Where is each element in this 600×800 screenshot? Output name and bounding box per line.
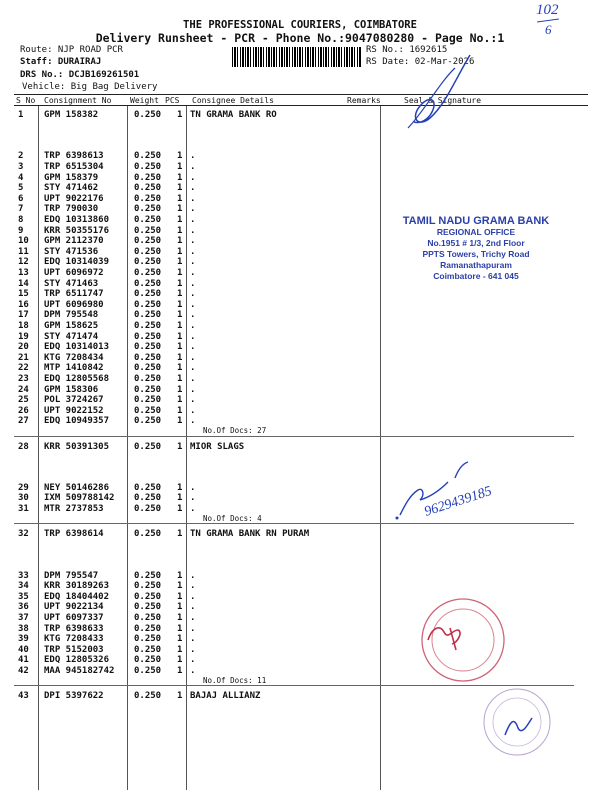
row-weight: 0.250 xyxy=(134,613,162,624)
row-sno: 27 xyxy=(18,416,29,427)
row-sno: 37 xyxy=(18,613,29,624)
row-pcs: 1 xyxy=(177,395,183,406)
row-sno: 7 xyxy=(18,204,24,215)
signature-mark xyxy=(396,517,399,520)
row-pcs: 1 xyxy=(177,342,183,353)
drs-number: DRS No.: DCJB169261501 xyxy=(20,70,140,80)
col-weight: Weight xyxy=(130,96,159,105)
row-sno: 17 xyxy=(18,310,29,321)
row-weight: 0.250 xyxy=(134,110,162,120)
route-label: Route: NJP ROAD PCR xyxy=(20,45,123,55)
row-consignee: . xyxy=(190,289,196,300)
row-consignment: MAA 945182742 xyxy=(44,666,115,677)
row-consignee: . xyxy=(190,655,196,666)
row-consignment: DPI 5397622 xyxy=(44,691,104,702)
row-consignment: IXM 509788142 xyxy=(44,493,115,504)
col-sno: S No xyxy=(16,96,36,105)
row-pcs: 1 xyxy=(177,504,183,515)
row-consignment: STY 471462 xyxy=(44,183,99,194)
row-consignee: . xyxy=(190,246,196,257)
row-consignment: EDQ 10949357 xyxy=(44,416,110,427)
row-pcs: 1 xyxy=(177,623,183,634)
row-consignment: STY 471536 xyxy=(44,246,99,257)
row-pcs: 1 xyxy=(177,691,183,702)
row-weight: 0.250 xyxy=(134,644,162,655)
row-sno: 13 xyxy=(18,267,29,278)
row-sno: 36 xyxy=(18,602,29,613)
row-consignment: GPM 2112370 xyxy=(44,236,104,247)
row-sno: 4 xyxy=(18,172,24,183)
row-weight: 0.250 xyxy=(134,236,162,247)
row-weight: 0.250 xyxy=(134,172,162,183)
row-pcs: 1 xyxy=(177,257,183,268)
row-consignment: KRR 50355176 xyxy=(44,225,110,236)
row-consignee: . xyxy=(190,236,196,247)
row-sno: 3 xyxy=(18,161,24,172)
row-consignment: TRP 6515304 xyxy=(44,161,104,172)
row-consignment: TRP 6511747 xyxy=(44,289,104,300)
row-pcs: 1 xyxy=(177,384,183,395)
row-pcs: 1 xyxy=(177,310,183,321)
row-consignee: . xyxy=(190,310,196,321)
row-weight: 0.250 xyxy=(134,331,162,342)
row-pcs: 1 xyxy=(177,246,183,257)
row-consignee: . xyxy=(190,352,196,363)
row-consignment: EDQ 18404402 xyxy=(44,591,110,602)
row-sno: 15 xyxy=(18,289,29,300)
row-weight: 0.250 xyxy=(134,416,162,427)
row-consignee: . xyxy=(190,267,196,278)
row-weight: 0.250 xyxy=(134,529,162,540)
row-consignee: . xyxy=(190,482,196,493)
row-consignment: TRP 5152003 xyxy=(44,644,104,655)
row-sno: 22 xyxy=(18,363,29,374)
row-sno: 11 xyxy=(18,246,29,257)
row-sno: 10 xyxy=(18,236,29,247)
row-sno: 1 xyxy=(18,110,24,120)
row-sno: 30 xyxy=(18,493,29,504)
row-sno: 2 xyxy=(18,151,24,162)
stamp-line: No.1951 # 1/3, 2nd Floor xyxy=(427,238,525,248)
row-pcs: 1 xyxy=(177,441,183,452)
row-consignee: . xyxy=(190,363,196,374)
page-note-top: 102 xyxy=(536,2,559,18)
row-sno: 16 xyxy=(18,299,29,310)
row-pcs: 1 xyxy=(177,299,183,310)
row-weight: 0.250 xyxy=(134,591,162,602)
row-consignee: . xyxy=(190,493,196,504)
row-consignment: NEY 50146286 xyxy=(44,482,110,493)
row-sno: 26 xyxy=(18,405,29,416)
row-sno: 6 xyxy=(18,193,24,204)
row-consignment: DPM 795548 xyxy=(44,310,99,321)
row-consignee: . xyxy=(190,504,196,515)
row-pcs: 1 xyxy=(177,161,183,172)
row-pcs: 1 xyxy=(177,267,183,278)
row-weight: 0.250 xyxy=(134,151,162,162)
row-sno: 12 xyxy=(18,257,29,268)
row-weight: 0.250 xyxy=(134,570,162,581)
row-weight: 0.250 xyxy=(134,161,162,172)
signature-mark xyxy=(505,718,532,735)
row-consignment: STY 471474 xyxy=(44,331,99,342)
row-consignee: . xyxy=(190,320,196,331)
row-consignee: . xyxy=(190,634,196,645)
row-weight: 0.250 xyxy=(134,278,162,289)
row-consignment: KRR 30189263 xyxy=(44,581,110,592)
row-weight: 0.250 xyxy=(134,384,162,395)
row-consignee: . xyxy=(190,373,196,384)
row-pcs: 1 xyxy=(177,289,183,300)
col-seal: Seal & Signature xyxy=(404,96,482,105)
row-consignee: . xyxy=(190,602,196,613)
row-consignment: KTG 7208433 xyxy=(44,634,104,645)
row-weight: 0.250 xyxy=(134,257,162,268)
row-consignment: EDQ 12805568 xyxy=(44,373,110,384)
row-sno: 23 xyxy=(18,373,29,384)
row-consignment: TRP 790030 xyxy=(44,204,99,215)
row-weight: 0.250 xyxy=(134,634,162,645)
row-sno: 24 xyxy=(18,384,29,395)
row-pcs: 1 xyxy=(177,493,183,504)
col-consignee: Consignee Details xyxy=(192,96,274,105)
round-seal xyxy=(422,599,504,681)
row-pcs: 1 xyxy=(177,193,183,204)
row-consignment: GPM 158306 xyxy=(44,384,99,395)
row-consignee: . xyxy=(190,214,196,225)
row-sno: 8 xyxy=(18,214,24,225)
row-sno: 42 xyxy=(18,666,29,677)
row-weight: 0.250 xyxy=(134,493,162,504)
row-consignee: . xyxy=(190,581,196,592)
row-sno: 38 xyxy=(18,623,29,634)
row-weight: 0.250 xyxy=(134,204,162,215)
stamp-line: TAMIL NADU GRAMA BANK xyxy=(402,215,550,227)
row-pcs: 1 xyxy=(177,644,183,655)
stamp-line: Coimbatore - 641 045 xyxy=(433,271,519,281)
docs-count: No.Of Docs: 27 xyxy=(203,425,267,435)
row-sno: 33 xyxy=(18,570,29,581)
row-sno: 41 xyxy=(18,655,29,666)
row-pcs: 1 xyxy=(177,482,183,493)
row-sno: 35 xyxy=(18,591,29,602)
row-consignee: . xyxy=(190,570,196,581)
row-consignment: EDQ 10313860 xyxy=(44,214,110,225)
row-consignee: . xyxy=(190,151,196,162)
row-pcs: 1 xyxy=(177,613,183,624)
row-consignee: . xyxy=(190,225,196,236)
row-pcs: 1 xyxy=(177,581,183,592)
row-weight: 0.250 xyxy=(134,342,162,353)
row-consignee: . xyxy=(190,278,196,289)
row-weight: 0.250 xyxy=(134,193,162,204)
row-weight: 0.250 xyxy=(134,373,162,384)
row-consignee: . xyxy=(190,591,196,602)
row-sno: 31 xyxy=(18,504,29,515)
row-consignment: EDQ 12805326 xyxy=(44,655,110,666)
row-consignment: TRP 6398613 xyxy=(44,151,104,162)
row-pcs: 1 xyxy=(177,634,183,645)
row-consignment: UPT 9022134 xyxy=(44,602,104,613)
row-sno: 29 xyxy=(18,482,29,493)
row-sno: 28 xyxy=(18,441,29,452)
row-sno: 20 xyxy=(18,342,29,353)
row-consignee: . xyxy=(190,395,196,406)
col-consignment: Consignment No xyxy=(44,96,112,105)
row-consignee: . xyxy=(190,331,196,342)
row-sno: 32 xyxy=(18,529,29,540)
row-consignment: GPM 158379 xyxy=(44,172,99,183)
row-weight: 0.250 xyxy=(134,183,162,194)
row-weight: 0.250 xyxy=(134,310,162,321)
row-weight: 0.250 xyxy=(134,289,162,300)
row-weight: 0.250 xyxy=(134,363,162,374)
rs-date: RS Date: 02-Mar-2026 xyxy=(366,57,475,67)
stamp-line: Ramanathapuram xyxy=(440,260,512,270)
row-consignee: . xyxy=(190,183,196,194)
row-consignee: TN GRAMA BANK RN PURAM xyxy=(190,529,310,540)
row-sno: 39 xyxy=(18,634,29,645)
row-consignee: . xyxy=(190,384,196,395)
row-weight: 0.250 xyxy=(134,623,162,634)
row-weight: 0.250 xyxy=(134,655,162,666)
row-pcs: 1 xyxy=(177,183,183,194)
row-consignee: . xyxy=(190,257,196,268)
row-consignee: BAJAJ ALLIANZ xyxy=(190,691,261,702)
row-consignment: STY 471463 xyxy=(44,278,99,289)
row-consignment: UPT 6097337 xyxy=(44,613,104,624)
row-weight: 0.250 xyxy=(134,352,162,363)
row-weight: 0.250 xyxy=(134,482,162,493)
row-consignment: EDQ 10314013 xyxy=(44,342,110,353)
row-pcs: 1 xyxy=(177,110,183,120)
row-sno: 9 xyxy=(18,225,24,236)
row-consignment: EDQ 10314039 xyxy=(44,257,110,268)
row-pcs: 1 xyxy=(177,214,183,225)
row-pcs: 1 xyxy=(177,655,183,666)
row-weight: 0.250 xyxy=(134,602,162,613)
row-pcs: 1 xyxy=(177,225,183,236)
round-seal xyxy=(493,698,541,746)
row-consignee: . xyxy=(190,666,196,677)
row-consignee: . xyxy=(190,161,196,172)
round-seal xyxy=(484,689,550,755)
row-consignee: TN GRAMA BANK RO xyxy=(190,110,277,120)
col-remarks: Remarks xyxy=(347,96,381,105)
row-consignment: POL 3724267 xyxy=(44,395,104,406)
row-pcs: 1 xyxy=(177,405,183,416)
row-consignment: GPM 158625 xyxy=(44,320,99,331)
row-consignment: MTP 1410842 xyxy=(44,363,104,374)
row-weight: 0.250 xyxy=(134,395,162,406)
row-sno: 34 xyxy=(18,581,29,592)
row-consignee: . xyxy=(190,416,196,427)
row-consignee: . xyxy=(190,193,196,204)
row-sno: 40 xyxy=(18,644,29,655)
rs-number: RS No.: 1692615 xyxy=(366,45,448,55)
row-consignment: TRP 6398633 xyxy=(44,623,104,634)
row-weight: 0.250 xyxy=(134,320,162,331)
row-pcs: 1 xyxy=(177,204,183,215)
row-sno: 43 xyxy=(18,691,29,702)
row-consignment: UPT 9022152 xyxy=(44,405,104,416)
row-weight: 0.250 xyxy=(134,405,162,416)
row-pcs: 1 xyxy=(177,591,183,602)
row-weight: 0.250 xyxy=(134,691,162,702)
row-pcs: 1 xyxy=(177,602,183,613)
row-sno: 25 xyxy=(18,395,29,406)
row-pcs: 1 xyxy=(177,529,183,540)
docs-count: No.Of Docs: 11 xyxy=(203,675,267,685)
signature-mark xyxy=(408,68,455,128)
row-pcs: 1 xyxy=(177,151,183,162)
row-pcs: 1 xyxy=(177,363,183,374)
row-sno: 21 xyxy=(18,352,29,363)
row-consignment: KTG 7208434 xyxy=(44,352,104,363)
row-sno: 5 xyxy=(18,183,24,194)
row-weight: 0.250 xyxy=(134,214,162,225)
row-weight: 0.250 xyxy=(134,267,162,278)
page-note-bottom: 6 xyxy=(545,22,552,37)
row-pcs: 1 xyxy=(177,373,183,384)
runsheet-subtitle: Delivery Runsheet - PCR - Phone No.:9047080280 - Page No.:1 xyxy=(95,31,505,45)
row-consignment: DPM 795547 xyxy=(44,570,99,581)
row-consignee: . xyxy=(190,644,196,655)
row-consignment: MTR 2737853 xyxy=(44,504,104,515)
row-sno: 18 xyxy=(18,320,29,331)
signature-mark xyxy=(414,55,470,123)
vehicle-label: Vehicle: Big Bag Delivery xyxy=(22,82,158,92)
row-pcs: 1 xyxy=(177,331,183,342)
handwritten-phone: 9629439185 xyxy=(422,483,494,520)
row-weight: 0.250 xyxy=(134,666,162,677)
row-consignee: . xyxy=(190,613,196,624)
row-consignment: TRP 6398614 xyxy=(44,529,104,540)
stamp-line: REGIONAL OFFICE xyxy=(436,227,516,237)
row-consignment: UPT 9022176 xyxy=(44,193,104,204)
row-weight: 0.250 xyxy=(134,246,162,257)
company-title: THE PROFESSIONAL COURIERS, COIMBATORE xyxy=(183,19,417,31)
row-pcs: 1 xyxy=(177,666,183,677)
row-consignee: . xyxy=(190,623,196,634)
stamp-line: PPTS Towers, Trichy Road xyxy=(422,249,530,259)
row-weight: 0.250 xyxy=(134,299,162,310)
row-weight: 0.250 xyxy=(134,441,162,452)
col-pcs: PCS xyxy=(165,96,180,105)
row-pcs: 1 xyxy=(177,320,183,331)
row-weight: 0.250 xyxy=(134,504,162,515)
row-consignment: KRR 50391305 xyxy=(44,441,110,452)
row-consignment: GPM 158382 xyxy=(44,110,99,120)
row-pcs: 1 xyxy=(177,570,183,581)
row-pcs: 1 xyxy=(177,278,183,289)
row-consignee: MIOR SLAGS xyxy=(190,441,245,452)
row-consignee: . xyxy=(190,299,196,310)
row-consignee: . xyxy=(190,405,196,416)
row-consignment: UPT 6096980 xyxy=(44,299,104,310)
row-pcs: 1 xyxy=(177,236,183,247)
row-consignee: . xyxy=(190,342,196,353)
row-weight: 0.250 xyxy=(134,581,162,592)
round-seal xyxy=(432,609,494,671)
row-consignment: UPT 6096972 xyxy=(44,267,104,278)
row-pcs: 1 xyxy=(177,172,183,183)
staff-label: Staff: DURAIRAJ xyxy=(20,57,102,67)
row-sno: 19 xyxy=(18,331,29,342)
docs-count: No.Of Docs: 4 xyxy=(203,513,262,523)
row-consignee: . xyxy=(190,204,196,215)
row-pcs: 1 xyxy=(177,416,183,427)
row-weight: 0.250 xyxy=(134,225,162,236)
row-pcs: 1 xyxy=(177,352,183,363)
row-consignee: . xyxy=(190,172,196,183)
row-sno: 14 xyxy=(18,278,29,289)
